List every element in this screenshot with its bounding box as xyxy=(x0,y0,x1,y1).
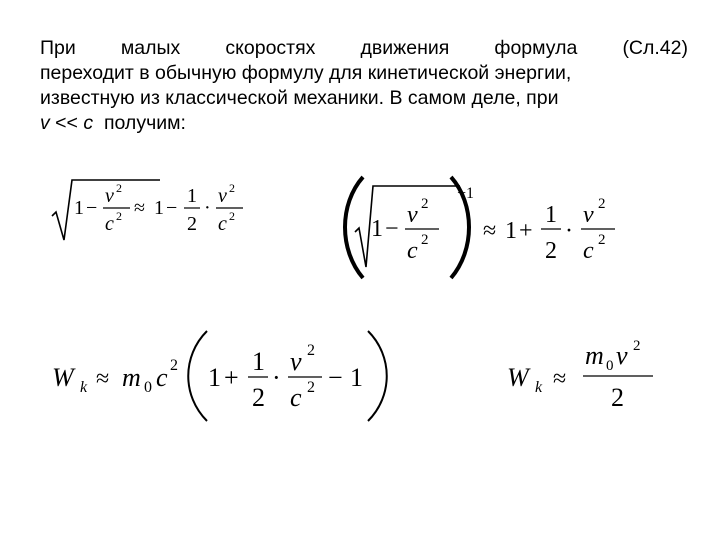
f1-minus: − xyxy=(86,197,98,219)
formula-inverse-sqrt-approx xyxy=(335,172,625,284)
f1-c2: c xyxy=(218,213,227,235)
f2-v2: v xyxy=(583,202,594,228)
f3-c-exp: 2 xyxy=(170,357,178,374)
paragraph-line-2: переходит в обычную формулу для кинетической энергии, xyxy=(40,62,572,84)
f3-one-end: 1 xyxy=(350,363,363,392)
f3-m-sub: 0 xyxy=(144,379,152,396)
f2-neg-exp: −1 xyxy=(457,185,475,202)
f3-half-num: 1 xyxy=(252,347,265,376)
formula-sqrt-approx xyxy=(50,172,265,247)
variable-c: c xyxy=(83,112,94,134)
f4-v: v xyxy=(616,341,628,370)
f3-c-den: c xyxy=(290,383,302,412)
paragraph-line-3: известную из классической механики. В самом деле, при xyxy=(40,87,559,109)
f4-W: W xyxy=(507,363,529,392)
f1-half-num: 1 xyxy=(187,185,197,207)
f1-minus-rhs: − xyxy=(166,197,178,219)
f3-W: W xyxy=(52,363,74,392)
f1-v2: v xyxy=(218,185,227,207)
f1-v: v xyxy=(105,185,114,207)
f2-minus: − xyxy=(385,216,399,242)
f3-plus: + xyxy=(224,363,239,392)
f2-v: v xyxy=(407,202,418,228)
f1-one: 1 xyxy=(74,197,84,219)
f1-v-exp: 2 xyxy=(116,181,122,195)
f1-approx: ≈ xyxy=(134,197,145,219)
f4-den: 2 xyxy=(611,383,624,412)
f3-k: k xyxy=(80,379,88,396)
f4-approx: ≈ xyxy=(553,366,567,392)
f2-one-rhs: 1 xyxy=(505,218,517,244)
f2-dot: · xyxy=(565,218,573,244)
f4-m: m xyxy=(585,341,604,370)
f4-m-sub: 0 xyxy=(606,358,614,374)
f2-approx: ≈ xyxy=(483,218,497,244)
f4-k: k xyxy=(535,379,543,396)
left-paren xyxy=(188,331,207,421)
f2-v2-exp: 2 xyxy=(598,196,606,212)
f3-c-den-exp: 2 xyxy=(307,379,315,396)
f1-v2-exp: 2 xyxy=(229,181,235,195)
f1-c-exp: 2 xyxy=(116,209,122,223)
f2-one: 1 xyxy=(371,216,383,242)
f3-one: 1 xyxy=(208,363,221,392)
f1-c2-exp: 2 xyxy=(229,209,235,223)
variable-v: v xyxy=(40,112,50,134)
f3-dot: · xyxy=(272,363,281,392)
formula-classical-kinetic-energy xyxy=(505,330,665,415)
much-less-sign: << xyxy=(49,112,84,134)
f2-c: c xyxy=(407,238,418,264)
paragraph-line-4 xyxy=(40,111,688,136)
left-paren xyxy=(345,177,363,278)
f2-v-exp: 2 xyxy=(421,196,429,212)
f3-c: c xyxy=(156,363,168,392)
f3-approx: ≈ xyxy=(96,366,110,392)
f3-m: m xyxy=(122,363,141,392)
f1-dot: · xyxy=(204,197,211,219)
f4-v-exp: 2 xyxy=(633,338,641,354)
f1-one-rhs: 1 xyxy=(154,197,164,219)
formula-kinetic-energy-expansion xyxy=(50,328,390,423)
right-paren xyxy=(368,331,387,421)
f1-c: c xyxy=(105,213,114,235)
f3-half-den: 2 xyxy=(252,383,265,412)
f2-c2-exp: 2 xyxy=(598,232,606,248)
f3-v-exp: 2 xyxy=(307,342,315,359)
body-paragraph xyxy=(40,36,688,136)
f2-c-exp: 2 xyxy=(421,232,429,248)
f2-plus: + xyxy=(519,218,533,244)
f2-c2: c xyxy=(583,238,594,264)
f2-half-den: 2 xyxy=(545,238,557,264)
f3-minus: − xyxy=(328,363,343,392)
f3-v: v xyxy=(290,347,302,376)
f1-half-den: 2 xyxy=(187,213,197,235)
paragraph-line-1: При малых скоростях движения формула (Сл.42) xyxy=(40,37,688,59)
f2-half-num: 1 xyxy=(545,202,557,228)
paragraph-line-4-end: получим: xyxy=(93,112,186,134)
